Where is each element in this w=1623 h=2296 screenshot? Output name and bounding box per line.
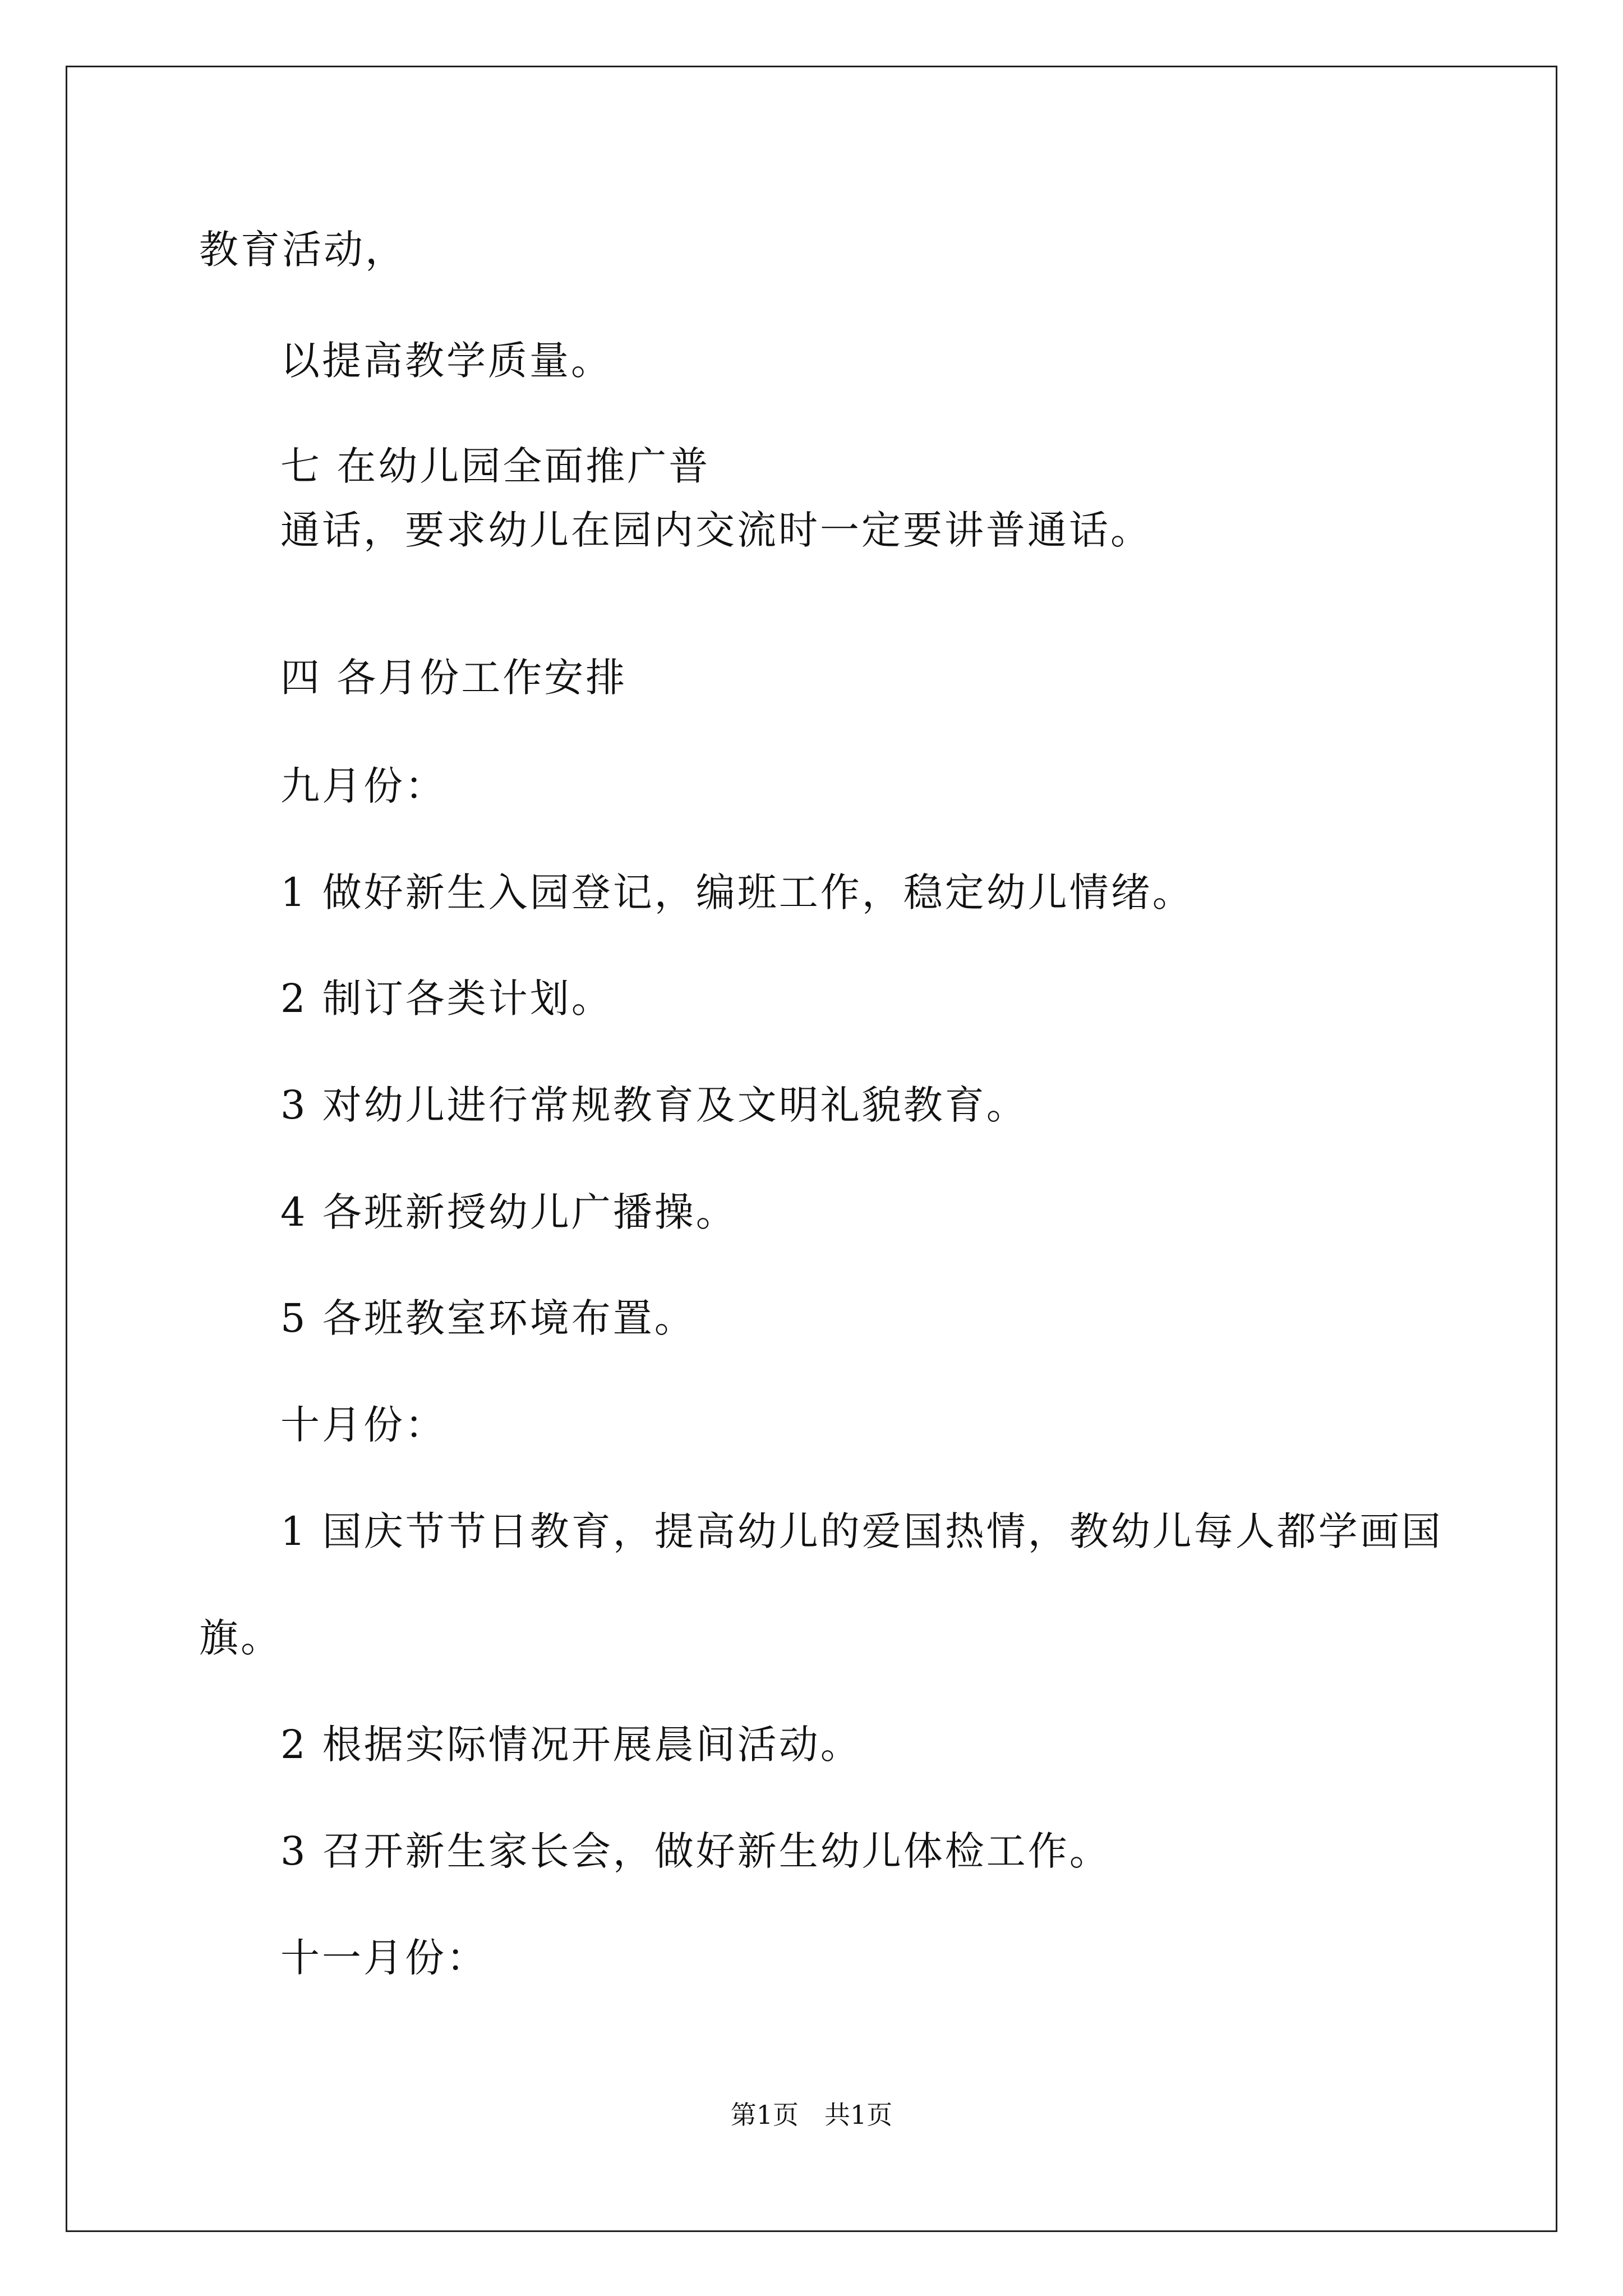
text-line: 5 各班教室环境布置。 — [280, 1295, 696, 1341]
page-number: 第1页 共1页 — [730, 2100, 893, 2130]
text-line: 九月份： — [280, 763, 446, 809]
text-line: 旗。 — [199, 1615, 282, 1661]
text-line: 七 在幼儿园全面推广普 — [280, 443, 711, 489]
text-line: 以提高教学质量。 — [280, 338, 612, 384]
text-line: 通话，要求幼儿在园内交流时一定要讲普通话。 — [280, 507, 1152, 553]
text-line: 4 各班新授幼儿广播操。 — [280, 1189, 737, 1235]
text-line: 十月份： — [280, 1402, 446, 1448]
text-line: 2 根据实际情况开展晨间活动。 — [280, 1722, 862, 1768]
text-line: 1 做好新生入园登记，编班工作，稳定幼儿情绪。 — [280, 869, 1194, 915]
text-line: 3 对幼儿进行常规教育及文明礼貌教育。 — [280, 1082, 1028, 1128]
text-line: 3 召开新生家长会，做好新生幼儿体检工作。 — [280, 1828, 1111, 1874]
text-line: 十一月份： — [280, 1935, 488, 1981]
text-line: 1 国庆节节日教育，提高幼儿的爱国热情，教幼儿每人都学画国 — [280, 1508, 1443, 1554]
text-line: 2 制订各类计划。 — [280, 976, 613, 1022]
text-line: 四 各月份工作安排 — [280, 655, 628, 701]
page-border — [66, 66, 1557, 2232]
text-line: 教育活动， — [199, 227, 407, 273]
